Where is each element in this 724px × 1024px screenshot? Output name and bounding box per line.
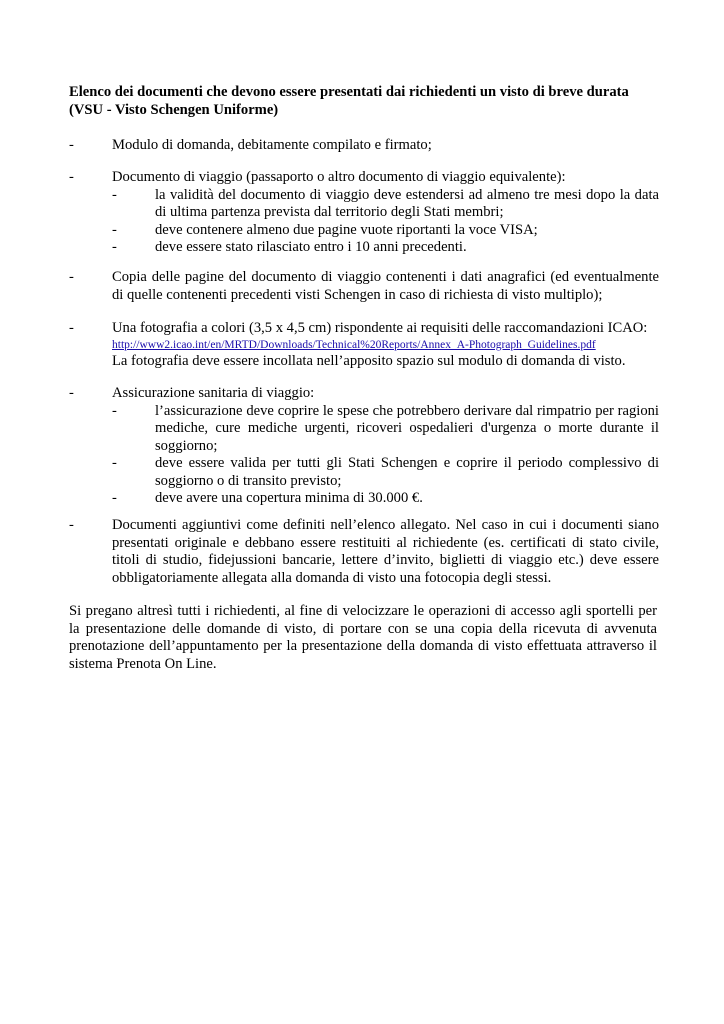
document-title: Elenco dei documenti che devono essere presentati dai richiedenti un visto di breve durata (VSU - Visto Schengen Uniforme) xyxy=(69,84,629,118)
sub-item-text: deve essere stato rilasciato entro i 10 anni precedenti. xyxy=(155,239,467,255)
sub-item-text: deve avere una copertura minima di 30.000 €. xyxy=(155,490,423,506)
sub-item xyxy=(112,490,659,508)
item-text: Documento di viaggio (passaporto o altro documento di viaggio equivalente): xyxy=(112,169,566,185)
sub-item-dash: - xyxy=(112,221,117,238)
item-text: Assicurazione sanitaria di viaggio: xyxy=(112,385,315,401)
sub-item-text: la validità del documento di viaggio deve estendersi ad almeno tre mesi dopo la data di ultima partenza prevista dal territorio degli Stati membri; xyxy=(155,186,659,220)
list-item xyxy=(69,269,659,304)
sub-item xyxy=(112,222,659,240)
list-item xyxy=(69,137,659,155)
sub-item-text: deve essere valida per tutti gli Stati Schengen e coprire il periodo complessivo di soggiorno o di transito previsto; xyxy=(155,455,659,489)
item-dash: - xyxy=(69,137,74,153)
sub-item-text: l’assicurazione deve coprire le spese che potrebbero derivare dal rimpatrio per ragioni mediche, cure mediche urgenti, ricoveri ospedalieri d'urgenza o morte durante il soggiorno; xyxy=(155,402,659,454)
icao-guidelines-link[interactable]: http://www2.icao.int/en/MRTD/Downloads/Technical%20Reports/Annex_A-Photograph_Guidelines.pdf xyxy=(112,338,596,351)
list-item xyxy=(69,517,659,587)
sub-item-text: deve contenere almeno due pagine vuote riportanti la voce VISA; xyxy=(155,221,538,238)
sub-item xyxy=(112,403,659,456)
item-dash: - xyxy=(69,320,74,336)
sub-item-dash: - xyxy=(112,402,117,419)
sub-item-dash: - xyxy=(112,490,117,506)
sub-item xyxy=(112,239,659,257)
sub-list xyxy=(112,187,659,257)
item-text: Una fotografia a colori (3,5 x 4,5 cm) rispondente ai requisiti delle raccomandazioni ICAO: xyxy=(112,320,648,336)
sub-list xyxy=(112,403,659,508)
sub-item-dash: - xyxy=(112,186,117,203)
sub-item xyxy=(112,455,659,490)
item-note: La fotografia deve essere incollata nell’apposito spazio sul modulo di domanda di visto. xyxy=(112,352,626,369)
item-text: Documenti aggiuntivi come definiti nell’elenco allegato. Nel caso in cui i documenti siano presentati originale e debbano essere restituiti al richiedente (es. certificati di stato civile, titoli di studio, fidejussioni bancarie, lettere d’invito, biglietti di viaggio etc.) deve essere obbligatoriamente allegata alla domanda di visto una fotocopia degli stessi. xyxy=(112,517,659,586)
item-dash: - xyxy=(69,385,74,401)
item-text: Modulo di domanda, debitamente compilato e firmato; xyxy=(112,137,432,153)
sub-item xyxy=(112,187,659,222)
sub-item-dash: - xyxy=(112,239,117,255)
list-item xyxy=(69,385,659,508)
closing-paragraph: Si pregano altresì tutti i richiedenti, al fine di velocizzare le operazioni di accesso agli sportelli per la presentazione delle domande di visto, di portare con se una copia della ricevuta di avvenuta prenotazione dell’appuntamento per la presentazione della domanda di visto effettuata attraverso il sistema Prenota On Line. xyxy=(69,603,657,672)
list-item xyxy=(69,320,659,370)
item-dash: - xyxy=(69,269,74,285)
item-text: Copia delle pagine del documento di viaggio contenenti i dati anagrafici (ed eventualmente di quelle contenenti precedenti visti Schengen in caso di richiesta di visto multiplo); xyxy=(112,269,659,303)
sub-item-dash: - xyxy=(112,455,117,471)
list-item xyxy=(69,169,659,257)
item-dash: - xyxy=(69,169,74,185)
item-dash: - xyxy=(69,517,74,533)
